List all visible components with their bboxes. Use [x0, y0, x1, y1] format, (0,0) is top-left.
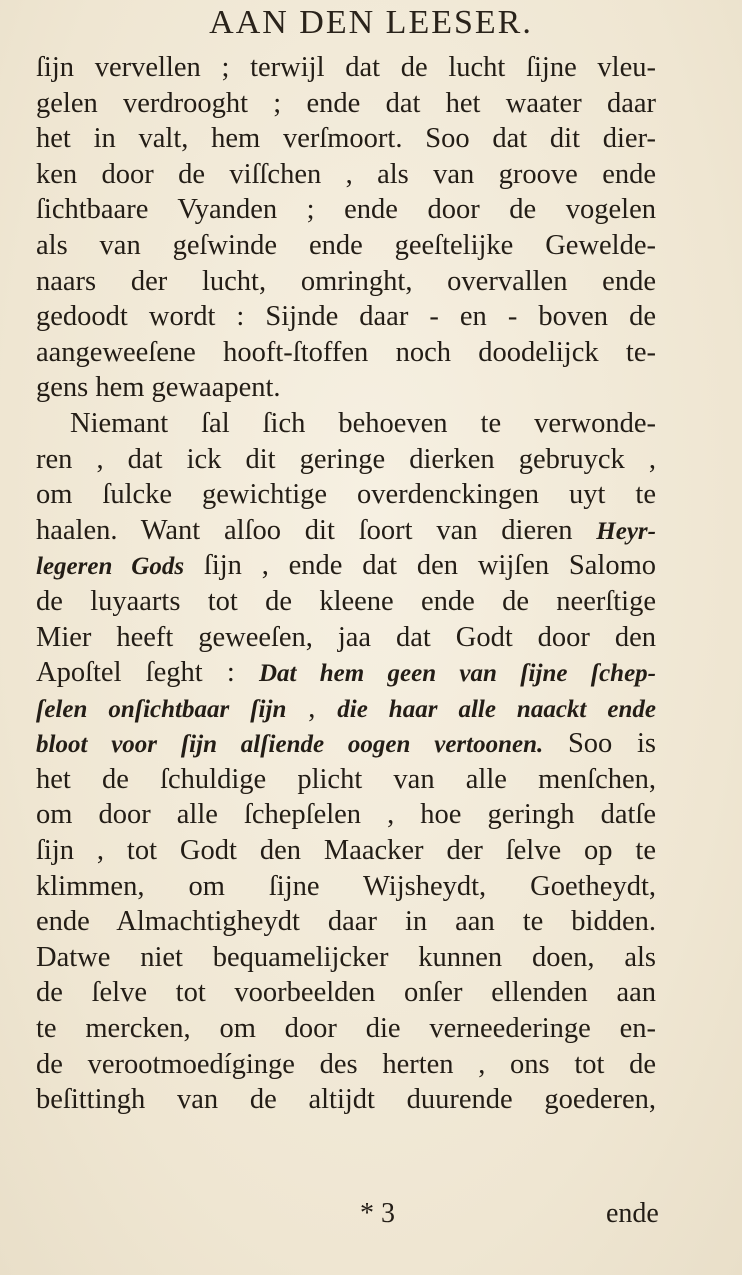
text-line: beſittingh van de altijdt duurende goederen,	[36, 1084, 656, 1116]
text-line: gens hem gewaapent.	[36, 372, 281, 404]
text-run	[543, 728, 568, 759]
text-line: te mercken, om door die verneederinge en-	[36, 1013, 656, 1045]
text-line	[36, 726, 656, 762]
text-line: Niemant ſal ſich behoeven te verwonde-	[70, 407, 656, 439]
text-line: gelen verdrooght ; ende dat het waater daar	[36, 87, 656, 119]
text-run: Apoſtel ſeght :	[36, 657, 259, 689]
text-line: ſijn , tot Godt den Maacker der ſelve op te	[36, 835, 656, 867]
italic-run: Dat hem geen van ſijne ſchep-	[258, 660, 657, 688]
running-header: AAN DEN LEESER.	[209, 4, 533, 41]
text-line: de verootmoedíginge des herten , ons tot de	[36, 1048, 656, 1080]
italic-run: die haar alle naackt ende	[337, 695, 656, 723]
catchword: ende	[606, 1198, 659, 1229]
signature-mark: * 3	[360, 1198, 395, 1229]
text-line: Mier heeft geweeſen, jaa dat Godt door den	[36, 621, 656, 653]
body-text	[36, 50, 656, 1118]
text-line: om ſulcke gewichtige overdenckingen uyt te	[36, 479, 656, 511]
text-line	[36, 513, 656, 549]
text-line: als van geſwinde ende geeſtelijke Gewelde-	[36, 229, 656, 261]
text-line: ſijn vervellen ; terwijl dat de lucht ſijne vleu-	[36, 52, 656, 83]
text-line	[36, 691, 656, 727]
italic-run: ſelen onſichtbaar ſijn	[36, 695, 287, 723]
text-line: ende Almachtigheydt daar in aan te bidden.	[36, 906, 656, 938]
text-line: klimmen, om ſijne Wijsheydt, Goetheydt,	[36, 870, 656, 902]
text-line: de luyaarts tot de kleene ende de neerſtige	[36, 585, 656, 617]
text-line: gedoodt wordt : Sijnde daar - en - boven de	[36, 301, 656, 333]
italic-run: legeren Gods	[36, 553, 185, 581]
text-run: ,	[286, 692, 338, 724]
text-line: ſichtbaare Vyanden ; ende door de vogelen	[36, 194, 656, 226]
page-footer	[0, 1190, 742, 1230]
text-line: Datwe niet bequamelijcker kunnen doen, als	[36, 941, 656, 973]
italic-run: bloot voor ſijn alſiende oogen vertoonen.	[36, 731, 544, 759]
text-run: Soo is	[567, 728, 657, 760]
text-line: het in valt, hem verſmoort. Soo dat dit dier-	[36, 123, 656, 155]
text-line: de ſelve tot voorbeelden onſer ellenden aan	[36, 977, 656, 1009]
text-line	[36, 655, 656, 691]
text-run: ſijn , ende dat den wijſen Salomo	[184, 550, 656, 582]
text-line: ren , dat ick dit geringe dierken gebruyck ,	[36, 443, 656, 475]
text-line: om door alle ſchepſelen , hoe geringh datſe	[36, 799, 656, 831]
text-line: ken door de viſſchen , als van groove ende	[36, 158, 656, 190]
text-line: naars der lucht, omringht, overvallen ende	[36, 265, 656, 297]
italic-run: Heyr-	[596, 517, 656, 545]
text-line	[36, 548, 656, 584]
text-run: haalen. Want alſoo dit ſoort van dieren	[36, 514, 597, 546]
text-line: het de ſchuldige plicht van alle menſchen,	[36, 763, 656, 795]
text-line: aangeweeſene hooft-ſtoffen noch doodelijck te-	[36, 336, 656, 368]
